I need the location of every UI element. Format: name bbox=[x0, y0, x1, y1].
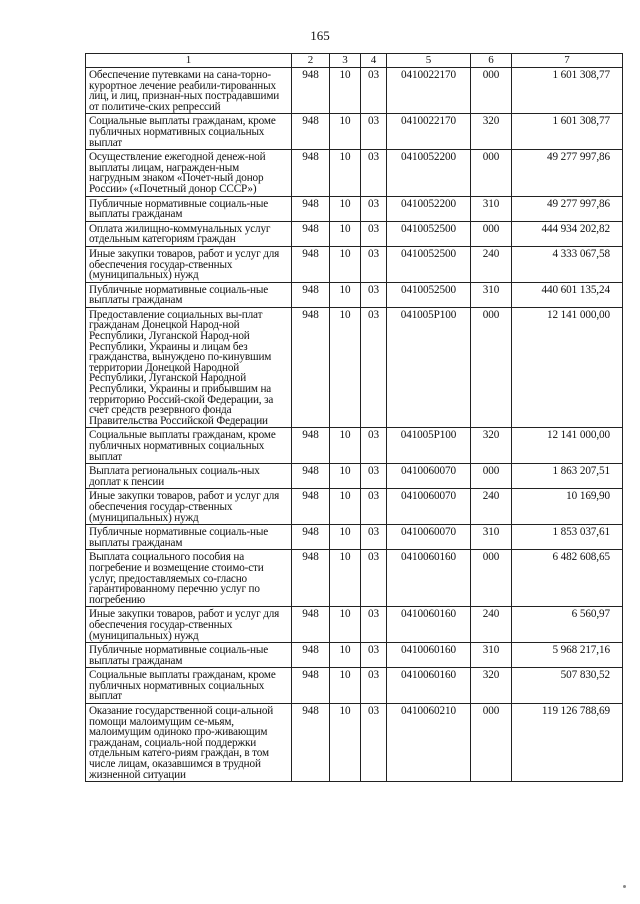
row-code-5: 0410052200 bbox=[387, 150, 471, 196]
row-amount: 444 934 202,82 bbox=[512, 221, 623, 246]
row-code-3: 10 bbox=[330, 464, 361, 489]
row-code-4: 03 bbox=[361, 428, 387, 464]
row-code-6: 320 bbox=[471, 428, 512, 464]
row-code-2: 948 bbox=[292, 550, 330, 607]
scan-speck bbox=[623, 885, 626, 888]
row-code-2: 948 bbox=[292, 464, 330, 489]
row-code-5: 0410060160 bbox=[387, 607, 471, 643]
row-code-2: 948 bbox=[292, 150, 330, 196]
row-code-2: 948 bbox=[292, 114, 330, 150]
row-code-6: 000 bbox=[471, 221, 512, 246]
table-row bbox=[86, 643, 623, 668]
row-code-2: 948 bbox=[292, 68, 330, 114]
row-amount: 1 601 308,77 bbox=[512, 114, 623, 150]
row-code-3: 10 bbox=[330, 550, 361, 607]
row-name: Публичные нормативные социаль-ные выплаты гражданам bbox=[86, 282, 292, 307]
row-code-5: 041005Р100 bbox=[387, 428, 471, 464]
row-code-4: 03 bbox=[361, 643, 387, 668]
row-code-4: 03 bbox=[361, 307, 387, 428]
row-code-2: 948 bbox=[292, 246, 330, 282]
table-row bbox=[86, 704, 623, 782]
row-code-3: 10 bbox=[330, 607, 361, 643]
row-name: Социальные выплаты гражданам, кроме публичных нормативных социальных выплат bbox=[86, 428, 292, 464]
row-code-5: 0410052500 bbox=[387, 282, 471, 307]
table-header bbox=[86, 54, 623, 68]
row-code-6: 310 bbox=[471, 643, 512, 668]
row-code-5: 0410060160 bbox=[387, 668, 471, 704]
table-row bbox=[86, 221, 623, 246]
row-code-5: 0410060160 bbox=[387, 550, 471, 607]
row-amount: 440 601 135,24 bbox=[512, 282, 623, 307]
budget-table bbox=[85, 53, 623, 782]
header-col-5: 5 bbox=[387, 54, 471, 68]
row-amount: 49 277 997,86 bbox=[512, 150, 623, 196]
row-name: Предоставление социальных вы-плат гражданам Донецкой Народ-ной Республики, Луганской Народ-ной Республики, Украины и лицам без гражданства, вынуждено по-кинувшим территории Донецкой Народной Республики, Луганской Народной Республики, Украины и прибывшим на территорию Россий-ской Федерации, за счет средств резервного фонда Правительства Российской Федерации bbox=[86, 307, 292, 428]
table-row bbox=[86, 246, 623, 282]
row-name: Социальные выплаты гражданам, кроме публичных нормативных социальных выплат bbox=[86, 114, 292, 150]
table-row bbox=[86, 525, 623, 550]
row-code-6: 310 bbox=[471, 525, 512, 550]
row-code-2: 948 bbox=[292, 307, 330, 428]
row-code-3: 10 bbox=[330, 68, 361, 114]
row-code-6: 240 bbox=[471, 607, 512, 643]
row-code-3: 10 bbox=[330, 489, 361, 525]
row-code-6: 240 bbox=[471, 489, 512, 525]
table-row bbox=[86, 607, 623, 643]
header-col-1: 1 bbox=[86, 54, 292, 68]
row-code-6: 000 bbox=[471, 704, 512, 782]
table-row bbox=[86, 464, 623, 489]
table-row bbox=[86, 114, 623, 150]
row-name: Обеспечение путевками на сана-торно-курортное лечение реабили-тированных лиц, и лиц, признан-ных пострадавшими от политиче-ских репрессий bbox=[86, 68, 292, 114]
row-code-5: 0410052500 bbox=[387, 221, 471, 246]
row-code-6: 000 bbox=[471, 550, 512, 607]
row-code-6: 240 bbox=[471, 246, 512, 282]
row-code-2: 948 bbox=[292, 643, 330, 668]
row-code-2: 948 bbox=[292, 607, 330, 643]
row-code-2: 948 bbox=[292, 668, 330, 704]
row-name: Оказание государственной соци-альной помощи малоимущим се-мьям, малоимущим одиноко про-живающим гражданам, социаль-ной поддержки отдельным катего-риям граждан, в том числе лицам, оказавшимся в трудной жизненной ситуации bbox=[86, 704, 292, 782]
row-code-3: 10 bbox=[330, 428, 361, 464]
row-name: Иные закупки товаров, работ и услуг для обеспечения государ-ственных (муниципальных) нужд bbox=[86, 246, 292, 282]
row-code-6: 000 bbox=[471, 150, 512, 196]
table-row bbox=[86, 489, 623, 525]
row-amount: 4 333 067,58 bbox=[512, 246, 623, 282]
row-code-3: 10 bbox=[330, 643, 361, 668]
table-row bbox=[86, 307, 623, 428]
row-amount: 6 560,97 bbox=[512, 607, 623, 643]
row-code-4: 03 bbox=[361, 196, 387, 221]
row-code-2: 948 bbox=[292, 282, 330, 307]
row-code-4: 03 bbox=[361, 68, 387, 114]
row-amount: 1 863 207,51 bbox=[512, 464, 623, 489]
row-name: Осуществление ежегодной денеж-ной выплаты лицам, награжден-ным нагрудным знаком «Почет-ный донор России» («Почетный донор СССР») bbox=[86, 150, 292, 196]
row-amount: 12 141 000,00 bbox=[512, 307, 623, 428]
row-code-3: 10 bbox=[330, 307, 361, 428]
row-code-2: 948 bbox=[292, 196, 330, 221]
row-amount: 6 482 608,65 bbox=[512, 550, 623, 607]
row-code-4: 03 bbox=[361, 282, 387, 307]
row-code-3: 10 bbox=[330, 246, 361, 282]
row-code-5: 0410060210 bbox=[387, 704, 471, 782]
row-name: Иные закупки товаров, работ и услуг для обеспечения государ-ственных (муниципальных) нужд bbox=[86, 607, 292, 643]
row-amount: 1 601 308,77 bbox=[512, 68, 623, 114]
row-name: Выплата региональных социаль-ных доплат к пенсии bbox=[86, 464, 292, 489]
row-code-5: 0410060070 bbox=[387, 489, 471, 525]
header-col-3: 3 bbox=[330, 54, 361, 68]
row-code-2: 948 bbox=[292, 221, 330, 246]
page-number: 165 bbox=[310, 28, 330, 43]
table-body bbox=[86, 68, 623, 782]
row-code-5: 0410060160 bbox=[387, 643, 471, 668]
row-code-3: 10 bbox=[330, 525, 361, 550]
row-amount: 5 968 217,16 bbox=[512, 643, 623, 668]
row-name: Выплата социального пособия на погребение и возмещение стоимо-сти услуг, предоставляемых со-гласно гарантированному перечню услуг по погребению bbox=[86, 550, 292, 607]
row-code-3: 10 bbox=[330, 704, 361, 782]
row-code-3: 10 bbox=[330, 196, 361, 221]
row-code-4: 03 bbox=[361, 489, 387, 525]
row-code-4: 03 bbox=[361, 550, 387, 607]
row-code-4: 03 bbox=[361, 150, 387, 196]
row-code-5: 0410022170 bbox=[387, 114, 471, 150]
row-code-5: 0410052500 bbox=[387, 246, 471, 282]
row-code-4: 03 bbox=[361, 525, 387, 550]
table-row bbox=[86, 550, 623, 607]
table-row bbox=[86, 668, 623, 704]
row-code-5: 0410052200 bbox=[387, 196, 471, 221]
row-code-3: 10 bbox=[330, 221, 361, 246]
table-row bbox=[86, 282, 623, 307]
row-amount: 12 141 000,00 bbox=[512, 428, 623, 464]
row-name: Публичные нормативные социаль-ные выплаты гражданам bbox=[86, 196, 292, 221]
row-amount: 119 126 788,69 bbox=[512, 704, 623, 782]
row-name: Социальные выплаты гражданам, кроме публичных нормативных социальных выплат bbox=[86, 668, 292, 704]
row-code-5: 0410022170 bbox=[387, 68, 471, 114]
row-name: Иные закупки товаров, работ и услуг для обеспечения государ-ственных (муниципальных) нужд bbox=[86, 489, 292, 525]
table-row bbox=[86, 428, 623, 464]
row-code-6: 310 bbox=[471, 282, 512, 307]
row-name: Оплата жилищно-коммунальных услуг отдельным категориям граждан bbox=[86, 221, 292, 246]
row-name: Публичные нормативные социаль-ные выплаты гражданам bbox=[86, 643, 292, 668]
header-col-6: 6 bbox=[471, 54, 512, 68]
row-code-5: 0410060070 bbox=[387, 525, 471, 550]
header-col-7: 7 bbox=[512, 54, 623, 68]
row-code-2: 948 bbox=[292, 428, 330, 464]
row-amount: 1 853 037,61 bbox=[512, 525, 623, 550]
row-code-6: 320 bbox=[471, 668, 512, 704]
header-col-2: 2 bbox=[292, 54, 330, 68]
row-code-4: 03 bbox=[361, 464, 387, 489]
row-code-3: 10 bbox=[330, 150, 361, 196]
table-row bbox=[86, 196, 623, 221]
row-code-4: 03 bbox=[361, 704, 387, 782]
row-amount: 507 830,52 bbox=[512, 668, 623, 704]
row-code-3: 10 bbox=[330, 114, 361, 150]
table-row bbox=[86, 68, 623, 114]
row-code-6: 000 bbox=[471, 307, 512, 428]
row-code-2: 948 bbox=[292, 525, 330, 550]
table-row bbox=[86, 150, 623, 196]
row-code-5: 0410060070 bbox=[387, 464, 471, 489]
row-code-4: 03 bbox=[361, 607, 387, 643]
header-col-4: 4 bbox=[361, 54, 387, 68]
row-code-6: 320 bbox=[471, 114, 512, 150]
row-code-5: 041005Р100 bbox=[387, 307, 471, 428]
row-name: Публичные нормативные социаль-ные выплаты гражданам bbox=[86, 525, 292, 550]
row-code-2: 948 bbox=[292, 489, 330, 525]
row-amount: 49 277 997,86 bbox=[512, 196, 623, 221]
row-amount: 10 169,90 bbox=[512, 489, 623, 525]
row-code-6: 000 bbox=[471, 68, 512, 114]
row-code-6: 000 bbox=[471, 464, 512, 489]
row-code-2: 948 bbox=[292, 704, 330, 782]
row-code-3: 10 bbox=[330, 668, 361, 704]
row-code-3: 10 bbox=[330, 282, 361, 307]
row-code-4: 03 bbox=[361, 668, 387, 704]
header-row bbox=[86, 54, 623, 68]
row-code-4: 03 bbox=[361, 221, 387, 246]
row-code-4: 03 bbox=[361, 246, 387, 282]
row-code-4: 03 bbox=[361, 114, 387, 150]
row-code-6: 310 bbox=[471, 196, 512, 221]
